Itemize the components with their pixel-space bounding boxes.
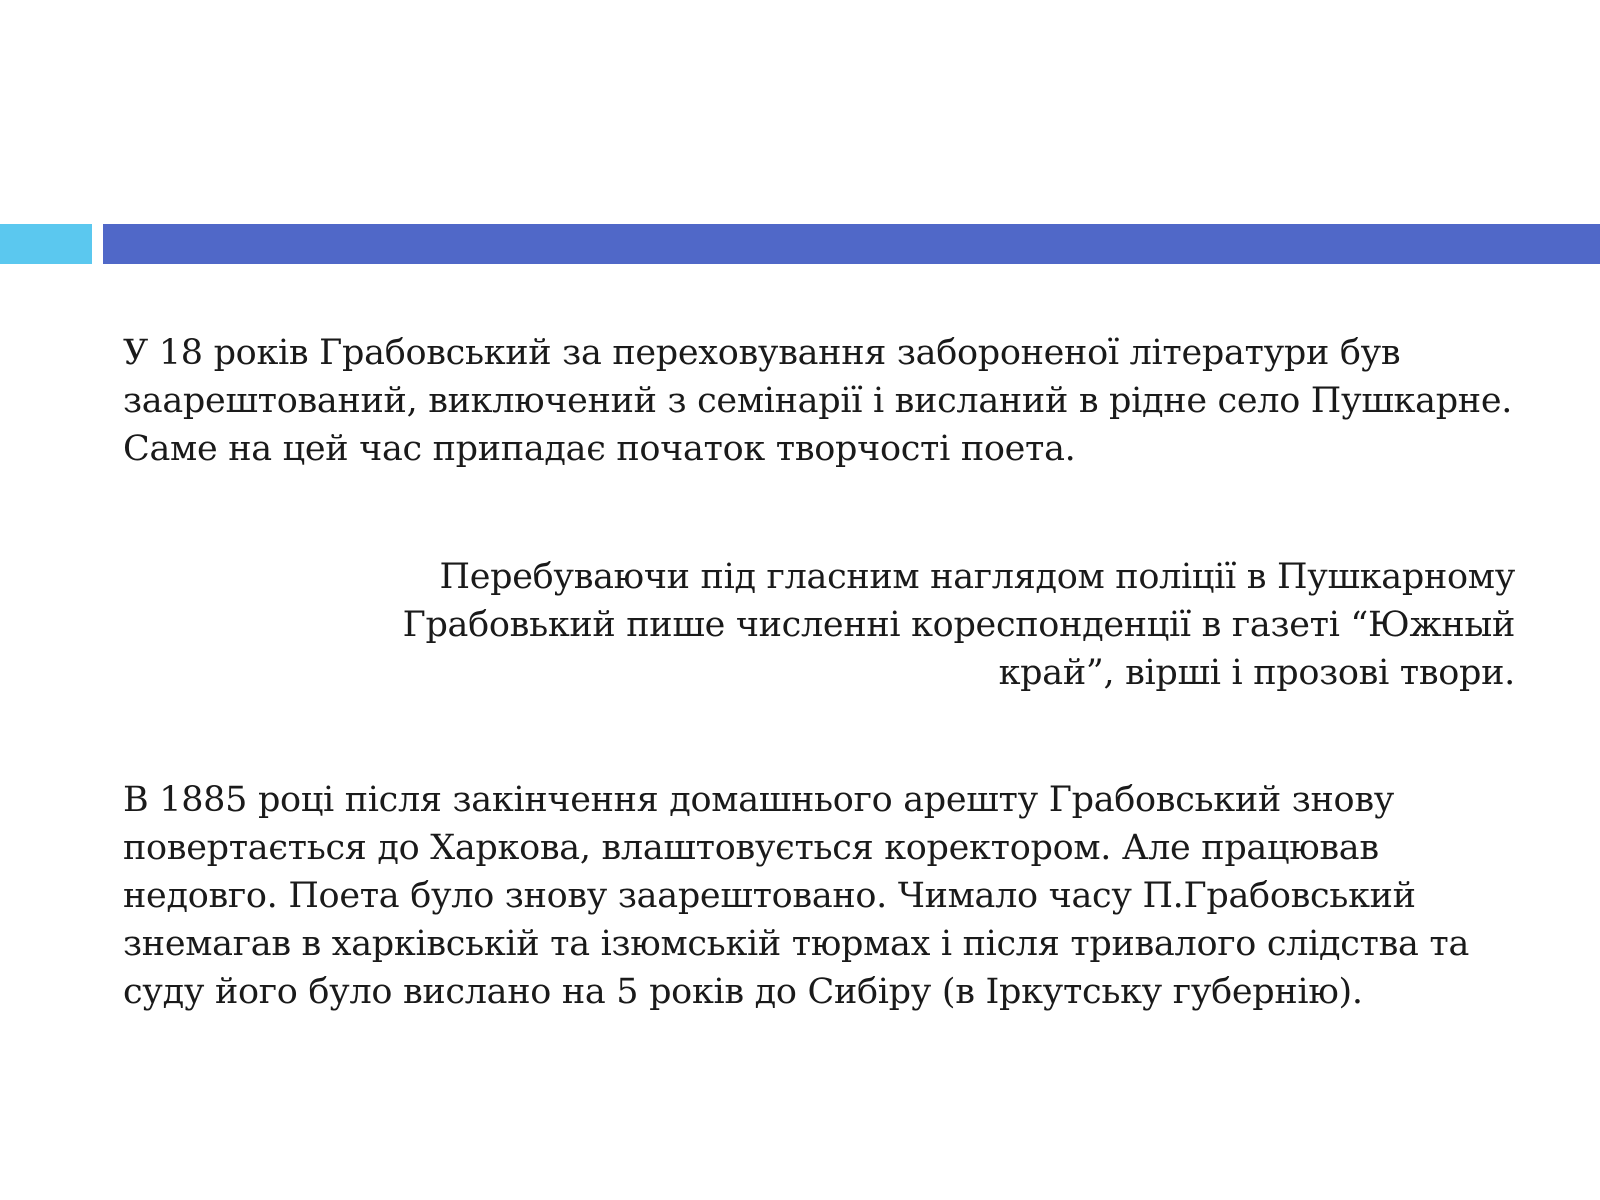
accent-bar [0, 224, 92, 264]
paragraph-police-supervision: Перебуваючи під гласним наглядом поліції в Пушкарному Грабовький пише численні кореспонденції в газеті “Южный край”, вірші і прозові твори. [402, 557, 1515, 693]
header-bar [103, 224, 1600, 264]
paragraph-exile: В 1885 році після закінчення домашнього арешту Грабовський знову повертається до Харкова, влаштовується коректором. Але працював недовго. Поета було знову заарештовано. Чимало часу П.Грабовський знемагав в харківській та ізюмській тюрмах і після тривалого слідства та суду його було вислано на 5 років до Сибіру (в Іркутську губернію). [123, 780, 1470, 1012]
paragraph-arrest: У 18 років Грабовський за переховування забороненої літератури був заарештований, виключений з семінарії і висланий в рідне село Пушкарне. Саме на цей час припадає початок творчості поета. [123, 333, 1513, 469]
